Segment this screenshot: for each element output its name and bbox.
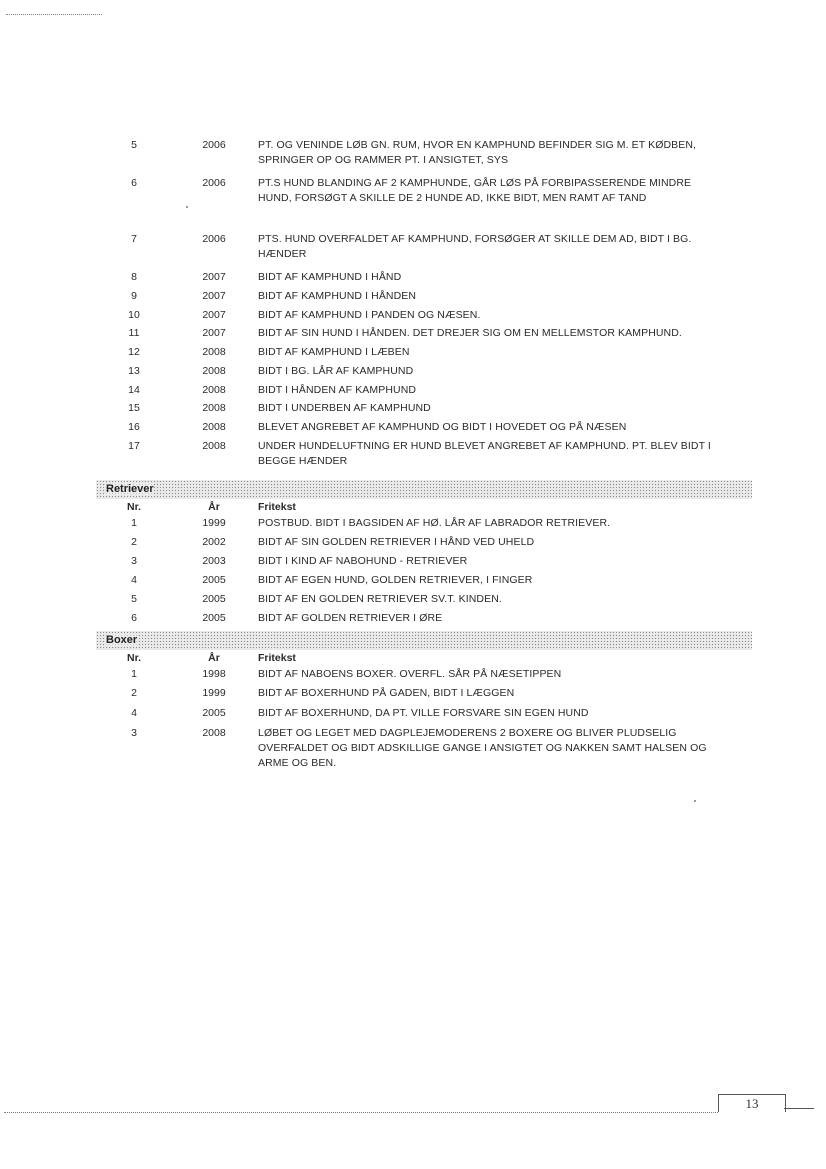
scan-artifact-top xyxy=(6,14,102,15)
row-text: BIDT AF KAMPHUND I HÅNDEN xyxy=(258,290,417,302)
row-year: 2008 xyxy=(202,440,226,452)
scan-speck xyxy=(694,800,696,802)
row-year: 1999 xyxy=(202,687,226,699)
retriever-section xyxy=(96,480,752,629)
row-nr: 6 xyxy=(131,177,137,189)
page-number: 13 xyxy=(718,1094,786,1112)
row-text: BIDT AF BOXERHUND PÅ GADEN, BIDT I LÆGGEN xyxy=(258,687,515,699)
retriever-section-header xyxy=(96,480,752,499)
row-year: 2008 xyxy=(202,384,226,396)
row-text: BIDT I BG. LÅR AF KAMPHUND xyxy=(258,365,414,377)
row-nr: 8 xyxy=(131,271,137,283)
row-text: POSTBUD. BIDT I BAGSIDEN AF HØ. LÅR AF LABRADOR RETRIEVER. xyxy=(258,517,611,529)
table-row xyxy=(96,326,752,345)
row-nr: 5 xyxy=(131,139,137,151)
table-row xyxy=(96,383,752,401)
row-text: BIDT AF EN GOLDEN RETRIEVER SV.T. KINDEN. xyxy=(258,593,502,605)
table-row xyxy=(96,364,752,383)
row-nr: 1 xyxy=(131,668,137,680)
row-year: 2008 xyxy=(202,346,226,358)
column-header-text: Fritekst xyxy=(258,501,296,513)
row-nr: 6 xyxy=(131,612,137,624)
row-year: 2007 xyxy=(202,290,226,302)
table-row xyxy=(96,516,752,535)
column-header-nr: Nr. xyxy=(126,652,141,664)
row-nr: 4 xyxy=(131,574,137,586)
row-text: BIDT I UNDERBEN AF KAMPHUND xyxy=(258,402,431,414)
row-nr: 10 xyxy=(128,309,140,321)
row-text: BIDT AF KAMPHUND I LÆBEN xyxy=(258,346,410,358)
row-year: 2008 xyxy=(202,727,226,739)
row-year: 2002 xyxy=(202,536,226,548)
row-text: BIDT I KIND AF NABOHUND - RETRIEVER xyxy=(258,555,468,567)
row-text: LØBET OG LEGET MED DAGPLEJEMODERENS 2 BOXERE OG BLIVER PLUDSELIG OVERFALDET OG BIDT ADSKILLIGE GANGE I ANSIGTET OG NAKKEN SAMT HALSEN OG ARME OG BEN. xyxy=(258,727,707,769)
boxer-section-header xyxy=(96,631,752,650)
row-nr: 5 xyxy=(131,593,137,605)
row-nr: 16 xyxy=(128,421,140,433)
table-row xyxy=(96,726,752,774)
row-nr: 13 xyxy=(128,365,140,377)
row-year: 2007 xyxy=(202,309,226,321)
footer-rule-right xyxy=(784,1108,814,1109)
table-row xyxy=(96,686,752,706)
row-year: 1998 xyxy=(202,668,226,680)
row-nr: 11 xyxy=(128,327,140,339)
table-row xyxy=(96,592,752,611)
section-title: Boxer xyxy=(106,634,138,646)
row-text: PTS. HUND OVERFALDET AF KAMPHUND, FORSØGER AT SKILLE DEM AD, BIDT I BG. HÆNDER xyxy=(258,233,692,260)
row-year: 2005 xyxy=(202,707,226,719)
row-year: 2008 xyxy=(202,402,226,414)
row-year: 2007 xyxy=(202,271,226,283)
table-row xyxy=(96,535,752,554)
row-text: BLEVET ANGREBET AF KAMPHUND OG BIDT I HOVEDET OG PÅ NÆSEN xyxy=(258,421,627,433)
section-title: Retriever xyxy=(106,483,154,495)
table-row xyxy=(96,420,752,439)
row-year: 2005 xyxy=(202,612,226,624)
table-row xyxy=(96,176,752,232)
row-text: BIDT AF NABOENS BOXER. OVERFL. SÅR PÅ NÆSETIPPEN xyxy=(258,668,562,680)
row-text: BIDT AF GOLDEN RETRIEVER I ØRE xyxy=(258,612,443,624)
row-year: 2008 xyxy=(202,365,226,377)
row-text: BIDT AF KAMPHUND I HÅND xyxy=(258,271,402,283)
column-header-year: År xyxy=(208,652,220,664)
column-header-text: Fritekst xyxy=(258,652,296,664)
row-nr: 4 xyxy=(131,707,137,719)
row-text: UNDER HUNDELUFTNING ER HUND BLEVET ANGREBET AF KAMPHUND. PT. BLEV BIDT I BEGGE HÆNDER xyxy=(258,440,711,467)
table-row xyxy=(96,439,752,471)
row-year: 2005 xyxy=(202,593,226,605)
row-year: 2006 xyxy=(202,177,226,189)
table-row xyxy=(96,345,752,364)
boxer-section xyxy=(96,631,752,774)
table-row xyxy=(96,289,752,308)
row-year: 2007 xyxy=(202,327,226,339)
row-year: 1999 xyxy=(202,517,226,529)
table-header xyxy=(96,650,752,667)
table-row xyxy=(96,554,752,573)
column-header-year: År xyxy=(208,501,220,513)
row-nr: 2 xyxy=(131,687,137,699)
footer-rule xyxy=(4,1112,718,1113)
row-nr: 15 xyxy=(128,402,140,414)
kamphund-table xyxy=(96,138,752,471)
table-row xyxy=(96,706,752,726)
table-row xyxy=(96,573,752,592)
table-row xyxy=(96,667,752,686)
column-header-nr: Nr. xyxy=(126,501,141,513)
table-row xyxy=(96,270,752,289)
table-row xyxy=(96,232,752,270)
row-nr: 3 xyxy=(131,555,137,567)
row-nr: 14 xyxy=(128,384,140,396)
row-text: BIDT AF EGEN HUND, GOLDEN RETRIEVER, I FINGER xyxy=(258,574,533,586)
row-text: BIDT AF SIN HUND I HÅNDEN. DET DREJER SIG OM EN MELLEMSTOR KAMPHUND. xyxy=(258,327,682,339)
row-text: PT. OG VENINDE LØB GN. RUM, HVOR EN KAMPHUND BEFINDER SIG M. ET KØDBEN, SPRINGER OP OG RAMMER PT. I ANSIGTET, SYS xyxy=(258,139,697,166)
row-year: 2006 xyxy=(202,139,226,151)
table-row xyxy=(96,401,752,420)
row-year: 2005 xyxy=(202,574,226,586)
row-nr: 3 xyxy=(131,727,137,739)
row-nr: 17 xyxy=(128,440,140,452)
table-row xyxy=(96,308,752,326)
table-header xyxy=(96,499,752,516)
row-nr: 9 xyxy=(131,290,137,302)
table-row xyxy=(96,611,752,629)
row-nr: 7 xyxy=(131,233,137,245)
row-nr: 2 xyxy=(131,536,137,548)
row-year: 2008 xyxy=(202,421,226,433)
table-row xyxy=(96,138,752,176)
row-year: 2006 xyxy=(202,233,226,245)
row-text: BIDT AF SIN GOLDEN RETRIEVER I HÅND VED UHELD xyxy=(258,536,535,548)
scan-speck xyxy=(186,206,188,208)
row-year: 2003 xyxy=(202,555,226,567)
row-text: PT.S HUND BLANDING AF 2 KAMPHUNDE, GÅR LØS PÅ FORBIPASSERENDE MINDRE HUND, FORSØGT A SKILLE DE 2 HUNDE AD, IKKE BIDT, MEN RAMT AF TAND xyxy=(258,177,692,204)
row-nr: 1 xyxy=(131,517,137,529)
row-text: BIDT AF KAMPHUND I PANDEN OG NÆSEN. xyxy=(258,309,481,321)
row-nr: 12 xyxy=(128,346,140,358)
row-text: BIDT AF BOXERHUND, DA PT. VILLE FORSVARE SIN EGEN HUND xyxy=(258,707,589,719)
row-text: BIDT I HÅNDEN AF KAMPHUND xyxy=(258,384,417,396)
